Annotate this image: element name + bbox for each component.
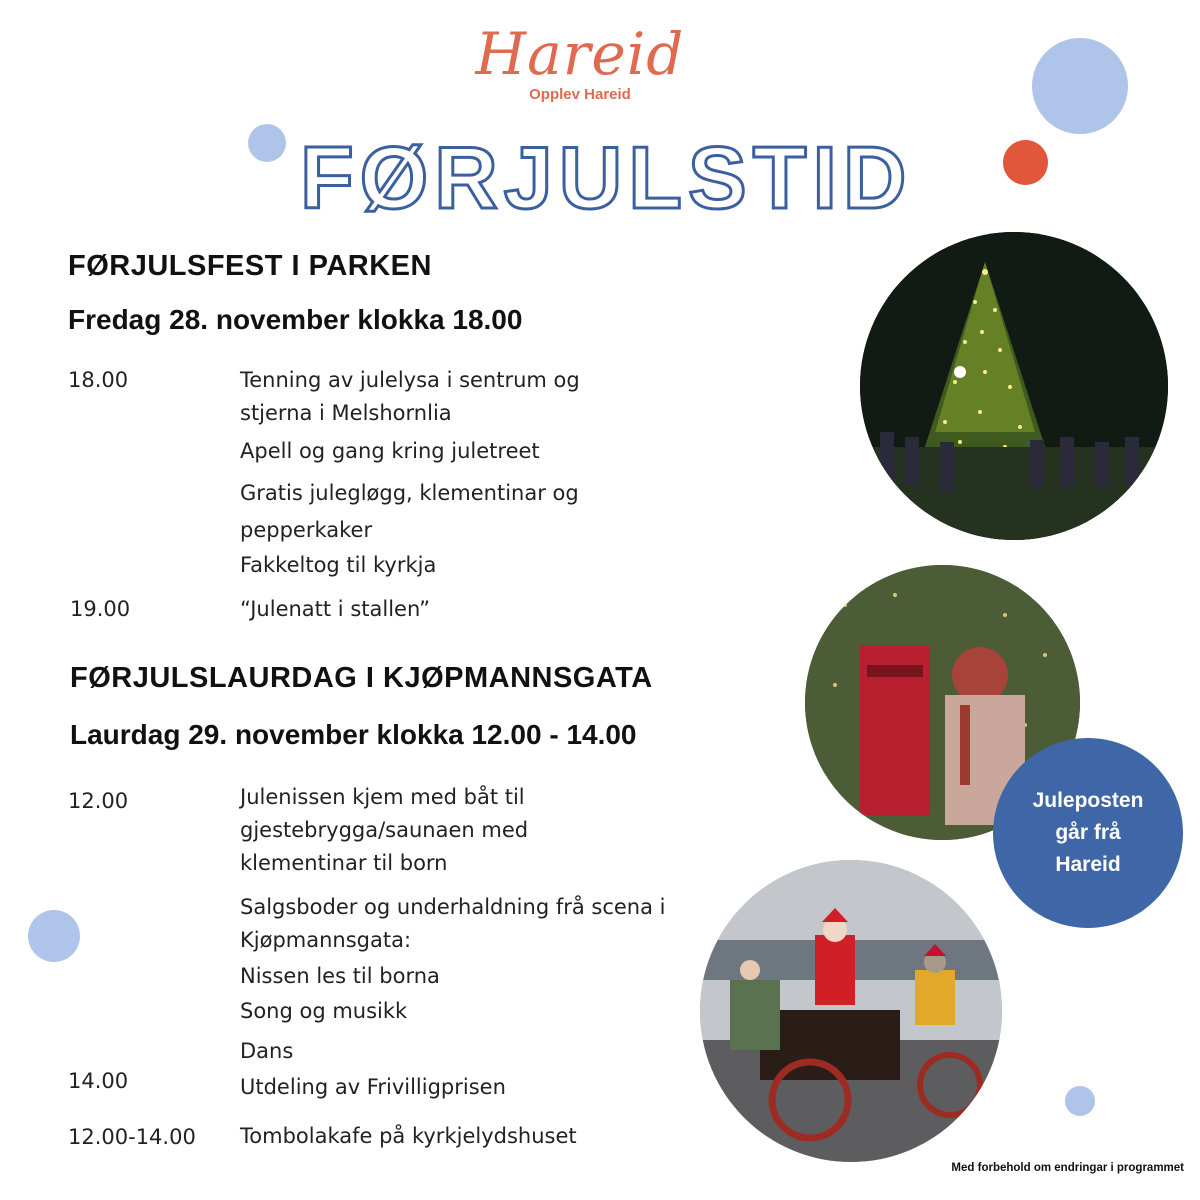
section2-subheading: Laurdag 29. november klokka 12.00 - 14.00 [70,719,637,750]
decorative-dot-title-left [248,124,286,162]
section1-subheading: Fredag 28. november klokka 18.00 [68,304,523,335]
section1-time-1900: 19.00 [70,597,131,621]
badge-line-2: går frå [1055,821,1121,844]
section2-time-1200: 12.00 [68,789,129,813]
decorative-dot-top-right [1032,38,1128,134]
section2-time-range: 12.00-14.00 [68,1125,196,1149]
section2-item: Kjøpmannsgata: [240,928,412,952]
section1-heading: FØRJULSFEST I PARKEN [68,250,432,282]
section1-item: Fakkeltog til kyrkja [240,553,437,577]
section2-item: Tombolakafe på kyrkjelydshuset [240,1124,577,1148]
brand-logo [470,22,690,103]
page-title-text: FØRJULSTID [300,128,913,227]
logo-tagline: Opplev Hareid [529,86,631,103]
section1-item: Gratis julegløgg, klementinar og [240,481,579,505]
photo-christmas-tree [860,232,1168,540]
decorative-dot-left [28,910,80,962]
decorative-dot-orange [1003,140,1048,185]
badge-line-1: Juleposten [1032,789,1144,812]
section2-item: Salgsboder og underhaldning frå scena i [240,895,666,919]
decorative-dot-bottom-right [1065,1086,1095,1116]
section2-item: gjestebrygga/saunaen med [240,818,529,842]
section2-item: klementinar til born [240,851,448,875]
section1-item: Apell og gang kring juletreet [240,439,540,463]
section2-heading: FØRJULSLAURDAG I KJØPMANNSGATA [70,662,653,694]
section1-item: Tenning av julelysa i sentrum og [240,368,580,392]
section2-item: Utdeling av Frivilligprisen [240,1075,506,1099]
section2-item: Julenissen kjem med båt til [240,785,525,809]
disclaimer-note: Med forbehold om endringar i programmet [951,1162,1184,1174]
badge-line-3: Hareid [1055,853,1121,876]
page-title [300,128,913,228]
section1-time-1800: 18.00 [68,368,129,392]
section1-item: “Julenatt i stallen” [240,597,430,621]
section2-item: Song og musikk [240,999,408,1023]
section2-time-1400: 14.00 [68,1069,129,1093]
photo-santa-carriage [700,860,1002,1162]
section2-item: Nissen les til borna [240,964,440,988]
logo-text: Hareid [475,20,685,88]
juleposten-badge [993,738,1183,928]
section2-item: Dans [240,1039,294,1063]
section1-item: stjerna i Melshornlia [240,401,452,425]
section1-item: pepperkaker [240,518,373,542]
